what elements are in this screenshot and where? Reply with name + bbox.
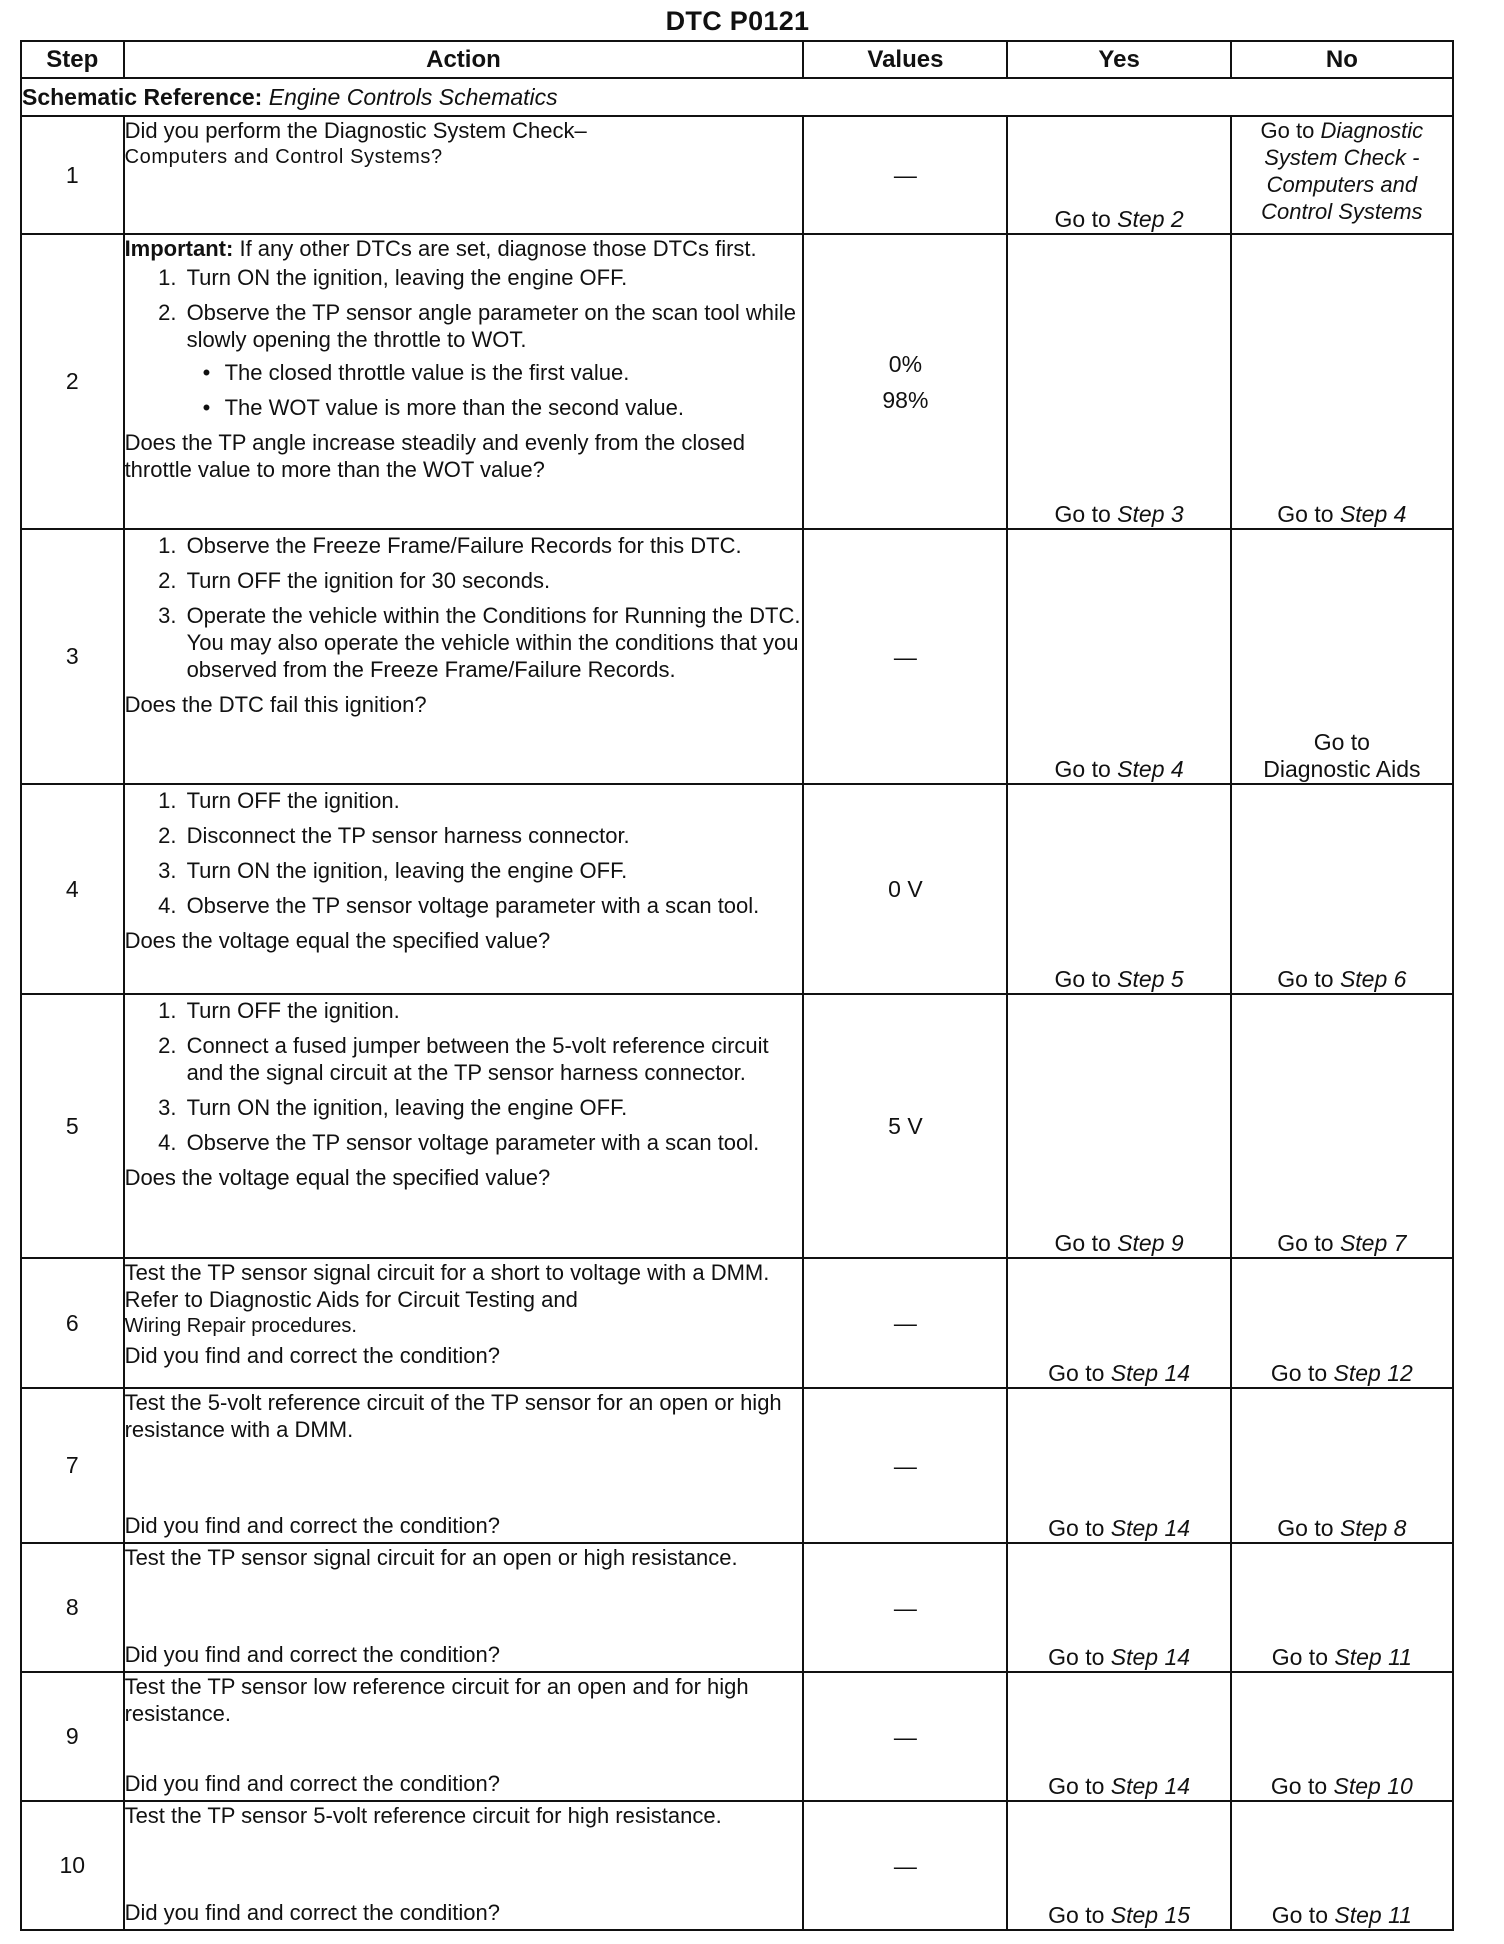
yes-step-link[interactable]: Step 14 (1110, 1360, 1191, 1386)
goto-label: Go to (1277, 1230, 1334, 1256)
no-step-link[interactable]: Step 11 (1334, 1644, 1412, 1670)
no-cell (1231, 116, 1453, 234)
yes-cell (1007, 234, 1230, 529)
no-step-link[interactable]: Step 12 (1333, 1360, 1413, 1386)
yes-cell (1007, 994, 1230, 1258)
action-cell (124, 994, 804, 1258)
no-link[interactable]: System Check - (1264, 145, 1420, 170)
values-cell (803, 1672, 1007, 1801)
values-cell (803, 784, 1007, 994)
list-item: 1. Observe the Freeze Frame/Failure Records for this DTC. (183, 532, 803, 559)
table-row (21, 116, 1453, 234)
no-cell (1231, 529, 1453, 784)
action-text: Test the TP sensor signal circuit for a short to voltage with a DMM. Refer to Diagnostic Aids for Circuit Testing and (124, 1260, 770, 1312)
yes-step-link[interactable]: Step 4 (1117, 756, 1184, 782)
action-text: Did you perform the Diagnostic System Check– (124, 118, 587, 143)
table-row (21, 1258, 1453, 1388)
value-dash: — (893, 162, 917, 188)
table-row (21, 1543, 1453, 1672)
action-question: Does the DTC fail this ignition? (124, 692, 427, 717)
header-no: No (1231, 41, 1453, 78)
value-text: 5 V (888, 1113, 923, 1139)
list-item: 3. Turn ON the ignition, leaving the engine OFF. (183, 1094, 803, 1121)
no-cell (1231, 1388, 1453, 1543)
bullet-item: • The closed throttle value is the first value. (221, 359, 803, 386)
values-cell (803, 234, 1007, 529)
goto-label: Go to (1260, 118, 1315, 143)
step-number: 1 (21, 116, 124, 234)
action-text: Test the TP sensor 5-volt reference circuit for high resistance. (124, 1803, 722, 1828)
header-yes: Yes (1007, 41, 1230, 78)
goto-label: Go to (1048, 1360, 1105, 1386)
value-text: 98% (882, 386, 929, 413)
goto-label: Go to (1277, 1515, 1334, 1541)
page-title: DTC P0121 (665, 6, 810, 36)
value-text: 0 V (888, 876, 923, 902)
schematic-reference-label: Schematic Reference: (22, 83, 263, 110)
goto-label: Go to (1054, 501, 1111, 527)
goto-label: Go to (1054, 1230, 1111, 1256)
procedure-list (125, 787, 803, 919)
value-dash: — (893, 1452, 917, 1479)
header-action: Action (124, 41, 804, 78)
value-dash: — (893, 1594, 917, 1621)
values-cell (803, 116, 1007, 234)
list-item: 4. Observe the TP sensor voltage parameter with a scan tool. (183, 892, 803, 919)
values-cell (803, 1258, 1007, 1388)
action-cell (124, 234, 804, 529)
goto-label: Go to (1048, 1515, 1105, 1541)
yes-cell (1007, 1801, 1230, 1930)
yes-cell (1007, 784, 1230, 994)
list-item: 3. Operate the vehicle within the Conditions for Running the DTC. You may also operate the vehicle within the conditions that you observed from the Freeze Frame/Failure Records. (183, 602, 803, 683)
yes-cell (1007, 1672, 1230, 1801)
procedure-list (125, 264, 803, 421)
action-question: Did you find and correct the condition? (124, 1900, 501, 1925)
procedure-list (125, 532, 803, 683)
yes-cell (1007, 1543, 1230, 1672)
goto-label: Go to (1277, 501, 1334, 527)
no-cell (1231, 1258, 1453, 1388)
no-cell (1231, 1543, 1453, 1672)
action-text: Wiring Repair procedures. (124, 1315, 357, 1337)
list-item: 3. Turn ON the ignition, leaving the engine OFF. (183, 857, 803, 884)
no-link[interactable]: Computers and (1266, 172, 1418, 197)
no-step-link[interactable]: Step 4 (1339, 501, 1407, 527)
step-number: 5 (21, 994, 124, 1258)
step-number: 10 (21, 1801, 124, 1930)
values-cell (803, 1388, 1007, 1543)
list-item: 2. Connect a fused jumper between the 5-volt reference circuit and the signal circuit at the TP sensor harness connector. (183, 1032, 803, 1086)
action-question: Did you find and correct the condition? (124, 1642, 501, 1667)
schematic-reference-row (21, 78, 1453, 116)
goto-label: Go to (1054, 206, 1111, 232)
list-item: 2. Disconnect the TP sensor harness connector. (183, 822, 803, 849)
value-dash: — (893, 1852, 917, 1879)
no-step-link[interactable]: Step 7 (1339, 1230, 1407, 1256)
action-question: Did you find and correct the condition? (124, 1343, 501, 1368)
step-number: 2 (21, 234, 124, 529)
no-cell (1231, 1801, 1453, 1930)
no-step-link[interactable]: Step 6 (1339, 966, 1407, 992)
action-question: Did you find and correct the condition? (124, 1513, 501, 1538)
yes-step-link[interactable]: Step 14 (1110, 1644, 1191, 1670)
bullet-list (187, 359, 803, 421)
step-number: 3 (21, 529, 124, 784)
no-goto-text: Go to (1313, 729, 1370, 755)
action-cell (124, 529, 804, 784)
action-cell (124, 1672, 804, 1801)
table-row (21, 529, 1453, 784)
schematic-reference (21, 78, 1453, 116)
diagnostic-aids-link[interactable]: Diagnostic Aids (1263, 756, 1421, 782)
table-row (21, 234, 1453, 529)
yes-step-link[interactable]: Step 9 (1117, 1230, 1184, 1256)
action-question: Does the voltage equal the specified value? (124, 928, 551, 953)
step-number: 6 (21, 1258, 124, 1388)
table-row (21, 1388, 1453, 1543)
action-text: Test the TP sensor signal circuit for an open or high resistance. (124, 1545, 738, 1570)
table-row (21, 994, 1453, 1258)
step-number: 7 (21, 1388, 124, 1543)
goto-label: Go to (1271, 1902, 1328, 1928)
action-cell (124, 784, 804, 994)
no-cell (1231, 1672, 1453, 1801)
list-item: 1. Turn OFF the ignition. (183, 787, 803, 814)
yes-step-link[interactable]: Step 14 (1110, 1515, 1191, 1541)
action-question: Does the voltage equal the specified value? (124, 1165, 551, 1190)
value-dash: — (893, 1723, 917, 1750)
important-text: If any other DTCs are set, diagnose those DTCs first. (239, 236, 757, 261)
bullet-item: • The WOT value is more than the second value. (221, 394, 803, 421)
action-cell (124, 1388, 804, 1543)
no-link[interactable]: Diagnostic (1320, 118, 1424, 143)
table-row (21, 784, 1453, 994)
value-text: 0% (888, 350, 923, 377)
goto-label: Go to (1270, 1360, 1328, 1386)
no-link[interactable]: Control Systems (1261, 199, 1423, 224)
yes-cell (1007, 1388, 1230, 1543)
table-row (21, 1672, 1453, 1801)
values-cell (803, 994, 1007, 1258)
no-cell (1231, 234, 1453, 529)
goto-label: Go to (1054, 966, 1111, 992)
goto-label: Go to (1048, 1902, 1105, 1928)
list-item (183, 299, 803, 421)
list-item: 1. Turn OFF the ignition. (183, 997, 803, 1024)
list-item: 2. Turn OFF the ignition for 30 seconds. (183, 567, 803, 594)
no-step-link[interactable]: Step 10 (1333, 1773, 1413, 1799)
header-values: Values (803, 41, 1007, 78)
yes-step-link[interactable]: Step 3 (1117, 501, 1184, 527)
list-item: 4. Observe the TP sensor voltage parameter with a scan tool. (183, 1129, 803, 1156)
list-item: 1. Turn ON the ignition, leaving the engine OFF. (183, 264, 803, 291)
goto-label: Go to (1048, 1644, 1105, 1670)
yes-step-link[interactable]: Step 5 (1117, 966, 1184, 992)
action-cell (124, 1543, 804, 1672)
action-text: Computers and Control Systems? (124, 146, 443, 168)
no-cell (1231, 784, 1453, 994)
goto-label: Go to (1271, 1644, 1328, 1670)
goto-label: Go to (1054, 756, 1111, 782)
goto-label: Go to (1277, 966, 1334, 992)
step-number: 9 (21, 1672, 124, 1801)
action-question: Does the TP angle increase steadily and evenly from the closed throttle value to more than the WOT value? (124, 430, 745, 482)
value-dash: — (893, 1310, 917, 1336)
important-label: Important: (124, 236, 234, 261)
yes-step-link[interactable]: Step 2 (1117, 206, 1184, 232)
important-note (125, 235, 803, 262)
action-cell (124, 1801, 804, 1930)
header-step: Step (21, 41, 124, 78)
action-text: Test the 5-volt reference circuit of the TP sensor for an open or high resistance with a DMM. (124, 1390, 782, 1442)
no-step-link[interactable]: Step 8 (1339, 1515, 1407, 1541)
yes-cell (1007, 116, 1230, 234)
no-cell (1231, 994, 1453, 1258)
values-cell (803, 529, 1007, 784)
yes-cell (1007, 529, 1230, 784)
procedure-list (125, 997, 803, 1156)
yes-cell (1007, 1258, 1230, 1388)
action-question: Did you find and correct the condition? (124, 1771, 501, 1796)
action-cell (124, 1258, 804, 1388)
step-number: 4 (21, 784, 124, 994)
goto-label: Go to (1048, 1773, 1105, 1799)
header-row (21, 41, 1453, 78)
list-item-text: Observe the TP sensor angle parameter on the scan tool while slowly opening the throttle to WOT. (186, 300, 796, 352)
action-cell (124, 116, 804, 234)
values-cell (803, 1543, 1007, 1672)
step-number: 8 (21, 1543, 124, 1672)
action-text: Test the TP sensor low reference circuit for an open and for high resistance. (124, 1674, 749, 1726)
value-dash: — (893, 643, 917, 670)
dtc-table (20, 40, 1454, 1931)
schematic-reference-link[interactable]: Engine Controls Schematics (268, 83, 558, 110)
table-row (21, 1801, 1453, 1930)
yes-step-link[interactable]: Step 15 (1110, 1902, 1191, 1928)
values-cell (803, 1801, 1007, 1930)
no-step-link[interactable]: Step 11 (1334, 1902, 1412, 1928)
goto-label: Go to (1270, 1773, 1328, 1799)
yes-step-link[interactable]: Step 14 (1110, 1773, 1191, 1799)
